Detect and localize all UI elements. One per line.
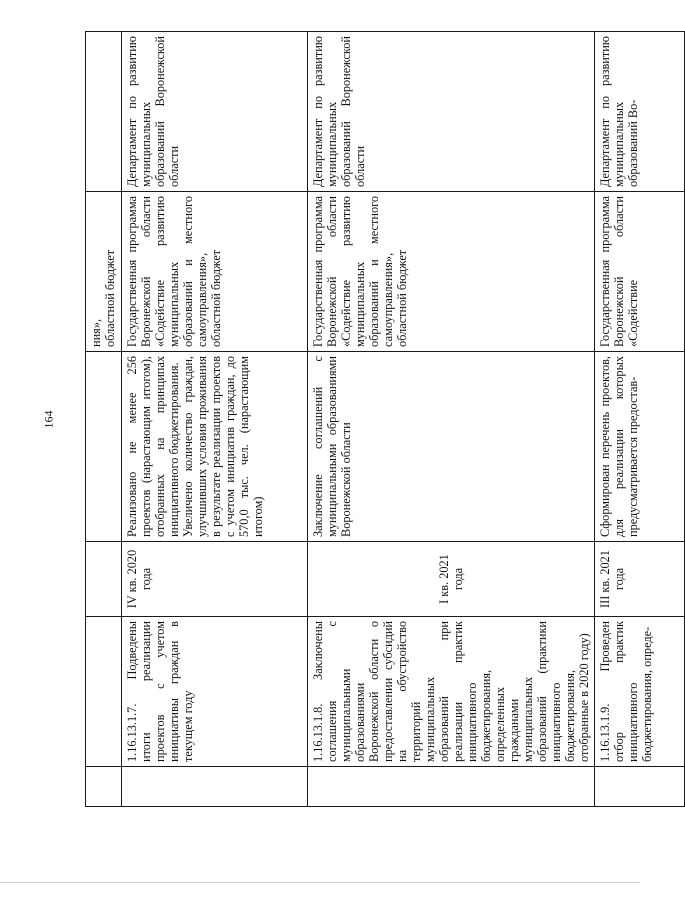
table-row <box>122 32 308 807</box>
table-cell <box>122 352 308 542</box>
cell-text: Государственная программа Воронежской области «Содействие развитию муниципальных образований и местного самоуправления», областной бюджет <box>311 196 410 347</box>
table-cell <box>308 352 595 542</box>
table-cell <box>308 192 595 352</box>
table-cell <box>595 767 685 807</box>
cell-text: Департамент по развитию муниципальных образований Во- <box>598 36 641 187</box>
cell-text: I кв. 2021 года <box>437 554 466 604</box>
cell-text: 1.16.13.1.7. Подведены итоги реализации проектов с учетом инициативы граждан в текущем году <box>125 621 196 762</box>
cell-text: ния», областной бюджет <box>89 249 118 347</box>
scan-edge-line <box>0 882 640 883</box>
table-cell <box>308 767 595 807</box>
table-cell <box>122 32 308 192</box>
table-cell <box>86 192 122 352</box>
table-row <box>595 32 685 807</box>
table-cell <box>122 617 308 767</box>
cell-text: Государственная программа Воронежской области «Содействие <box>598 196 641 347</box>
cell-text: Департамент по развитию муниципальных образований Воронежской области <box>125 36 182 187</box>
table-cell <box>122 192 308 352</box>
table-cell <box>122 542 308 617</box>
table-cell <box>308 542 595 617</box>
cell-text: Департамент по развитию муниципальных образований Воронежской области <box>311 36 368 187</box>
table-cell <box>595 352 685 542</box>
table-cell <box>595 32 685 192</box>
table-cell <box>595 617 685 767</box>
table-cell <box>86 32 122 192</box>
cell-text: Заключение соглашений с муниципальными образованиями Воронежской области <box>311 356 354 537</box>
cell-text: Государственная программа Воронежской области «Содействие развитию муниципальных образований и местного самоуправления», областной бюджет <box>125 196 224 347</box>
table-cell <box>308 32 595 192</box>
cell-text: IV кв. 2020 года <box>125 549 154 609</box>
table-cell <box>595 542 685 617</box>
cell-text: Реализовано не менее 256 проектов (нарастающим итогом), отобранных на принципах инициативного бюджетирования. Увеличено количество граждан, улучшивших условия проживания в результате реализации проектов с учетом инициатив граждан, до 570,0 тыс. чел. (нарастающим итогом) <box>125 356 266 537</box>
cell-text: 1.16.13.1.9. Проведен отбор практик инициативного бюджетирования, опреде- <box>598 621 655 762</box>
table-cell <box>86 617 122 767</box>
table-cell <box>122 767 308 807</box>
table-cell <box>86 767 122 807</box>
table-row <box>86 32 122 807</box>
table-cell <box>86 352 122 542</box>
cell-text: 1.16.13.1.8. Заключены соглашения с муниципальными образованиями Воронежской области о предоставлении субсидий на обустройство территорий муниципальных образований при реализации практик инициативного бюджетирования, определенных гражданами муниципальных образований (практики инициативного бюджетирования, отобранные в 2020 году) <box>311 621 592 762</box>
cell-text: III кв. 2021 года <box>598 550 627 608</box>
cell-text: Сформирован перечень проектов, для реализации которых предусматривается предостав- <box>598 356 641 537</box>
plan-table <box>85 31 685 807</box>
table-cell <box>86 542 122 617</box>
page-number: 164 <box>41 410 56 429</box>
table-cell <box>308 617 595 767</box>
table-row <box>308 32 595 807</box>
rotated-table-wrapper <box>85 32 655 807</box>
table-cell <box>595 192 685 352</box>
